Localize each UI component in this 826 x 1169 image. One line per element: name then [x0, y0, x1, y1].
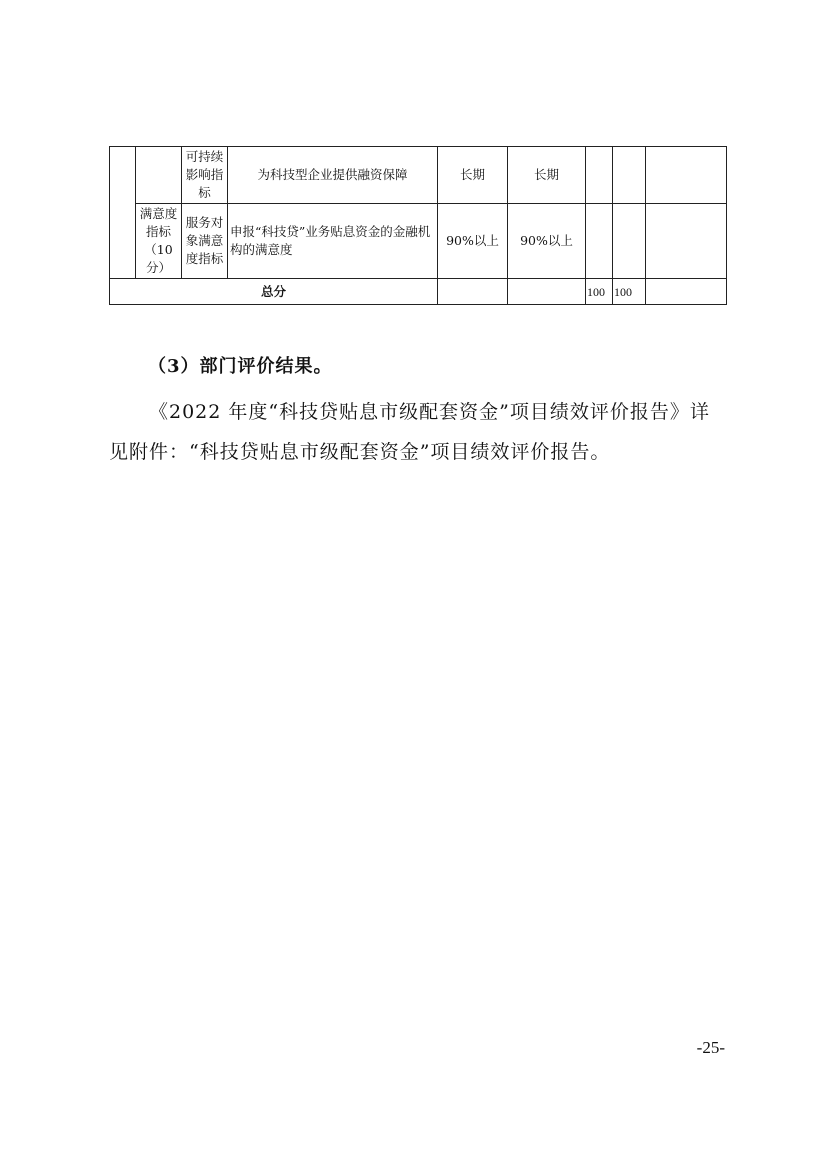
- total-actual-cell: [508, 279, 586, 305]
- performance-indicator-table: [109, 146, 727, 305]
- section-heading: （3）部门评价结果。: [148, 356, 333, 377]
- content-cell: 为科技型企业提供融资保障: [228, 147, 438, 204]
- actual-cell: 长期: [508, 147, 586, 204]
- category-cell: 满意度指标（10分）: [136, 204, 182, 279]
- weight-cell: [586, 147, 613, 204]
- target-cell: 90%以上: [438, 204, 508, 279]
- score-cell: [613, 147, 646, 204]
- table-total-row: [110, 279, 727, 305]
- weight-cell: [586, 204, 613, 279]
- table-row: [110, 147, 727, 204]
- level2-cell: [136, 147, 182, 204]
- total-label-cell: 总分: [110, 279, 438, 305]
- target-cell: 长期: [438, 147, 508, 204]
- sub-indicator-cell: 服务对象满意度指标: [182, 204, 228, 279]
- level1-cell: [110, 147, 136, 279]
- remark-cell: [646, 147, 727, 204]
- page-number: -25-: [696, 1038, 725, 1057]
- sub-indicator-cell: 可持续影响指标: [182, 147, 228, 204]
- total-score-cell: 100: [613, 279, 646, 305]
- total-remark-cell: [646, 279, 727, 305]
- actual-cell: 90%以上: [508, 204, 586, 279]
- total-weight-cell: 100: [586, 279, 613, 305]
- remark-cell: [646, 204, 727, 279]
- content-cell: 申报“科技贷”业务贴息资金的金融机构的满意度: [228, 204, 438, 279]
- body-paragraph: 《2022 年度“科技贷贴息市级配套资金”项目绩效评价报告》详见附件：“科技贷贴息市级配套资金”项目绩效评价报告。: [109, 401, 710, 463]
- table-row: [110, 204, 727, 279]
- score-cell: [613, 204, 646, 279]
- total-target-cell: [438, 279, 508, 305]
